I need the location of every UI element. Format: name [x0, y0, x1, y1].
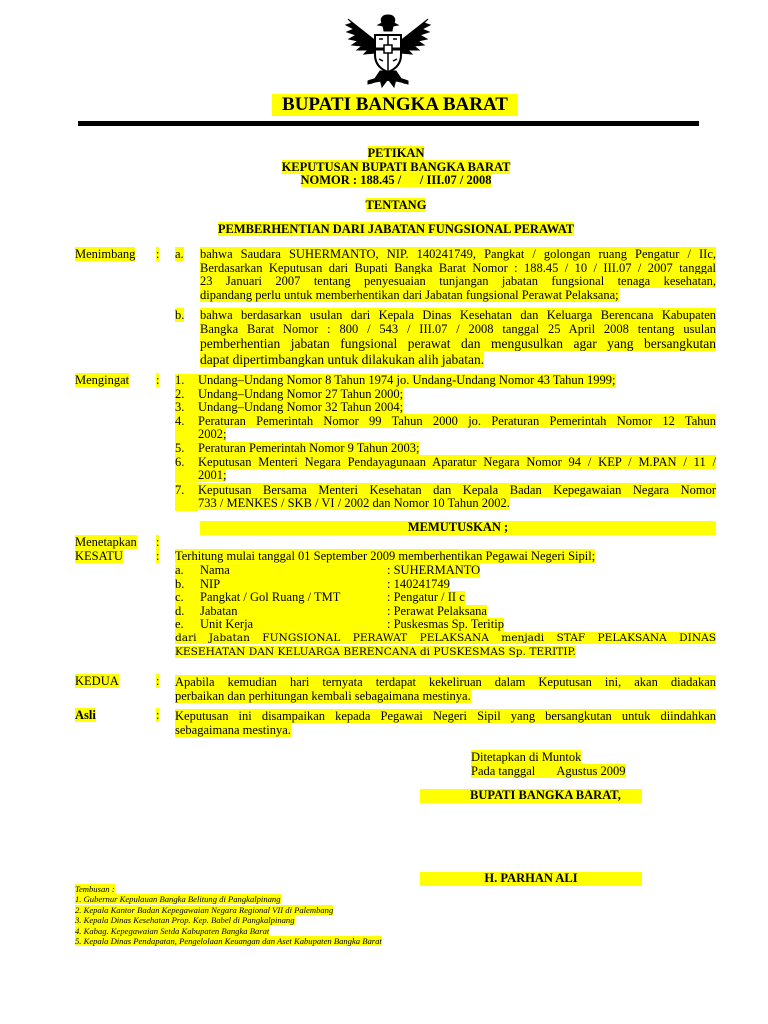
title-keputusan: KEPUTUSAN BUPATI BANGKA BARAT: [281, 159, 511, 174]
signature-title: BUPATI BANGKA BARAT,: [420, 789, 642, 803]
kesatu-fields: [175, 564, 716, 632]
title-nomor: NOMOR : 188.45 / / III.07 / 2008: [300, 173, 492, 188]
field-nama: a. Nama : SUHERMANTO: [175, 563, 481, 577]
garuda-emblem: [342, 9, 434, 91]
mengingat-item: 2. Undang–Undang Nomor 27 Tahun 2000;: [175, 386, 404, 401]
tembusan-item: 4. Kabag. Kepegawaian Setda Kabupaten Bangka Barat: [75, 925, 270, 936]
memutuskan-heading: MEMUTUSKAN ;: [200, 521, 716, 535]
tembusan-item: 3. Kepala Dinas Kesehatan Prop. Kep. Babel di Pangkalpinang: [75, 915, 295, 926]
menimbang-a-marker: a.: [175, 247, 184, 261]
mengingat-item: 3. Undang–Undang Nomor 32 Tahun 2004;: [175, 400, 404, 415]
title-block: [150, 147, 642, 188]
field-nip: b. NIP : 140241749: [175, 576, 450, 591]
title-petikan: PETIKAN: [367, 146, 425, 160]
asli-label: Asli: [75, 708, 96, 722]
tembusan-block: [75, 884, 382, 946]
signature-name: H. PARHAN ALI: [420, 872, 642, 886]
menetapkan-label: Menetapkan: [75, 535, 137, 549]
field-unit-kerja: e. Unit Kerja : Puskesmas Sp. Teritip: [175, 617, 504, 632]
tembusan-item: 2. Kepala Kantor Badan Kepegawaian Negara Regional VII di Palembang: [75, 904, 334, 915]
tembusan-title: Tembusan :: [75, 884, 115, 894]
mengingat-item: 4. Peraturan Pemerintah Nomor 99 Tahun 2000 jo. Peraturan Pemerintah Nomor 12 Tahun 2002;: [175, 413, 716, 442]
kesatu-tail: dari Jabatan FUNGSIONAL PERAWAT PELAKSANA menjadi STAF PELAKSANA DINAS KESEHATAN DAN KELUARGA BERENCANA di PUSKESMAS Sp. TERITIP.: [175, 632, 716, 658]
mengingat-item: 7. Keputusan Bersama Menteri Kesehatan dan Kepala Badan Kepegawaian Negara Nomor 733 / MENKES / SKB / VI / 2002 dan Nomor 10 Tahun 2002.: [175, 482, 716, 511]
asli-text: Keputusan ini disampaikan kepada Pegawai Negeri Sipil yang bersangkutan untuk diindahkan sebagaimana mestinya.: [175, 709, 716, 738]
signature-place: Ditetapkan di Muntok: [471, 750, 582, 764]
mengingat-list: [175, 374, 716, 511]
kedua-colon: :: [156, 674, 160, 688]
mengingat-item: 6. Keputusan Menteri Negara Pendayagunaan Aparatur Negara Nomor 94 / KEP / M.PAN / 11 / 2001;: [175, 454, 716, 483]
header-rule: [78, 121, 699, 126]
title-subject: PEMBERHENTIAN DARI JABATAN FUNGSIONAL PERAWAT: [217, 222, 575, 236]
field-pangkat: c. Pangkat / Gol Ruang / TMT : Pengatur / II c: [175, 590, 465, 605]
asli-colon: :: [156, 708, 160, 722]
tembusan-item: 5. Kepala Dinas Pendapatan, Pengelolaan Keuangan dan Aset Kabupaten Bangka Barat: [75, 936, 382, 947]
mengingat-colon: :: [156, 373, 160, 387]
menimbang-colon: :: [156, 247, 160, 261]
kesatu-colon: :: [156, 549, 160, 563]
field-jabatan: d. Jabatan : Perawat Pelaksana: [175, 603, 487, 618]
mengingat-item: 5. Peraturan Pemerintah Nomor 9 Tahun 2003;: [175, 440, 420, 455]
kesatu-label: KESATU: [75, 549, 123, 563]
title-tentang: TENTANG: [365, 198, 427, 212]
tembusan-item: 1. Gubernur Kepulauan Bangka Belitung di Pangkalpinang: [75, 894, 281, 905]
menimbang-label: Menimbang: [75, 247, 136, 261]
menimbang-b-marker: b.: [175, 308, 185, 322]
document-header: BUPATI BANGKA BARAT: [272, 94, 518, 116]
mengingat-item: 1. Undang–Undang Nomor 8 Tahun 1974 jo. Undang-Undang Nomor 43 Tahun 1999;: [175, 373, 616, 387]
mengingat-label: Mengingat: [75, 373, 130, 387]
signature-date: Pada tanggal Agustus 2009: [471, 764, 626, 778]
menimbang-b-text: bahwa berdasarkan usulan dari Kepala Dinas Kesehatan dan Keluarga Berencana Kabupaten Bangka Barat Nomor : 800 / 543 / III.07 / 2008 tanggal 25 April 2008 tentang usulan pemberhentian jabatan fungsional perawat dan mengusulkan agar yang bersangkutan dapat dipertimbangkan untuk dilakukan alih jabatan.: [200, 308, 716, 368]
kesatu-intro: Terhitung mulai tanggal 01 September 2009 memberhentikan Pegawai Negeri Sipil;: [175, 549, 596, 563]
kedua-text: Apabila kemudian hari ternyata terdapat kekeliruan dalam Keputusan ini, akan diadakan perbaikan dan perhitungan kembali sebagaimana mestinya.: [175, 675, 716, 704]
kedua-label: KEDUA: [75, 674, 119, 688]
menetapkan-colon: :: [156, 535, 160, 549]
menimbang-a-text: bahwa Saudara SUHERMANTO, NIP. 140241749, Pangkat / golongan ruang Pengatur / IIc, Berdasarkan Keputusan dari Bupati Bangka Barat Nomor : 188.45 / 10 / III.07 / 2007 tanggal 23 Januari 2007 tentang penyesuaian tunjangan jabatan fungsional tenaga kesehatan, dipandang perlu untuk memberhentikan dari Jabatan fungsional Perawat Pelaksana;: [200, 247, 716, 302]
